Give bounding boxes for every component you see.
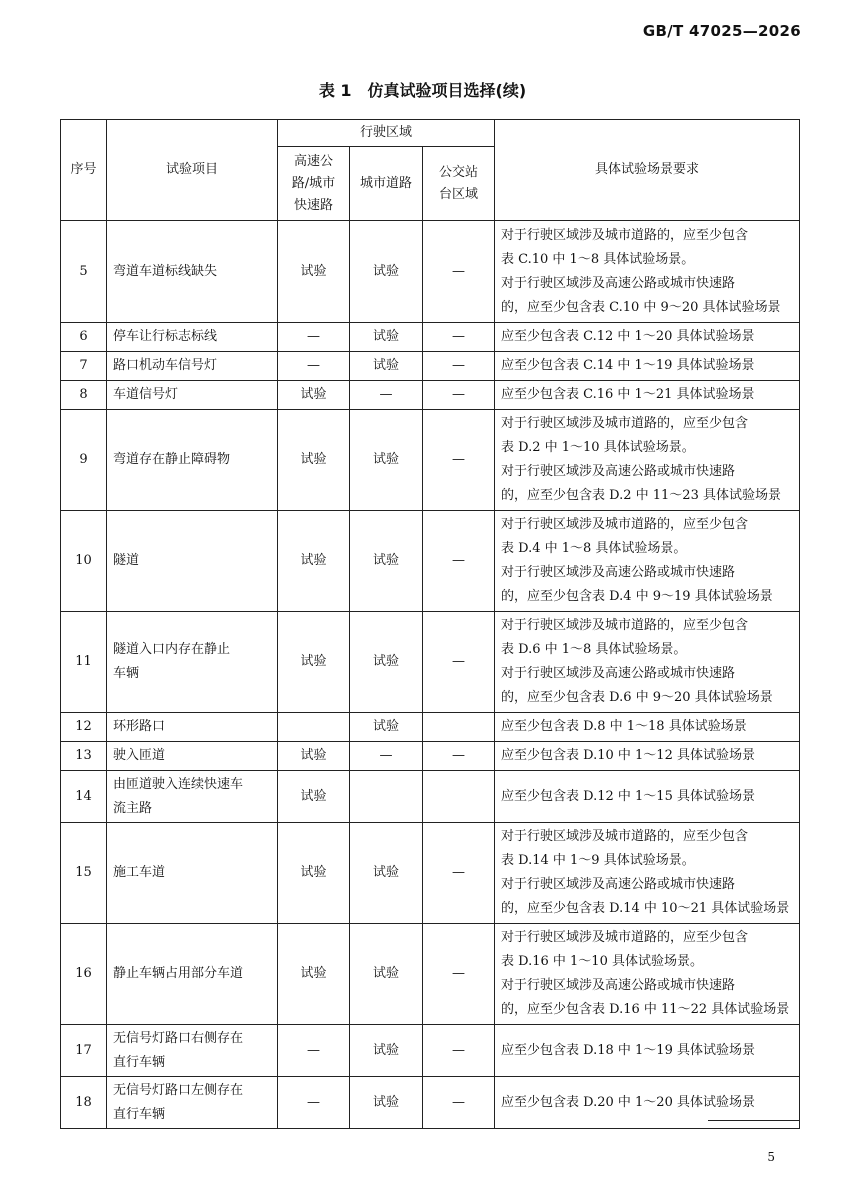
header-highway-line: 快速路	[293, 197, 333, 213]
cell-urban: 试验	[350, 511, 423, 612]
cell-urban: 试验	[350, 1077, 423, 1129]
cell-requirements	[495, 1025, 800, 1077]
cell-seq: 5	[61, 221, 107, 323]
cell-bus: —	[423, 410, 495, 511]
header-region-group: 行驶区域	[278, 120, 495, 147]
cell-seq: 13	[61, 742, 107, 771]
cell-seq: 16	[61, 924, 107, 1025]
cell-requirements	[495, 381, 800, 410]
cell-urban: 试验	[350, 323, 423, 352]
cell-item-line: 无信号灯路口左侧存在	[113, 1082, 244, 1098]
cell-bus: —	[423, 823, 495, 924]
requirement-line: 的，应至少包含表 D.4 中 9～19 具体试验场景	[501, 589, 773, 604]
header-urban: 城市道路	[350, 147, 423, 221]
header-requirements: 具体试验场景要求	[495, 120, 800, 221]
cell-seq: 8	[61, 381, 107, 410]
header-item: 试验项目	[107, 120, 278, 221]
cell-highway: 试验	[278, 924, 350, 1025]
requirement-line: 应至少包含表 D.12 中 1～15 具体试验场景	[501, 788, 755, 804]
cell-highway: 试验	[278, 381, 350, 410]
requirement-line: 表 D.4 中 1～8 具体试验场景。	[501, 541, 687, 556]
requirement-line: 对于行驶区域涉及高速公路或城市快速路	[501, 666, 736, 681]
cell-highway: 试验	[278, 823, 350, 924]
cell-bus: —	[423, 742, 495, 771]
cell-bus: —	[423, 221, 495, 323]
requirement-line: 对于行驶区域涉及高速公路或城市快速路	[501, 275, 736, 291]
cell-item-line: 弯道车道标线缺失	[113, 263, 218, 279]
table-row	[61, 410, 800, 511]
cell-item-line: 直行车辆	[113, 1106, 166, 1122]
cell-highway: —	[278, 323, 350, 352]
table-row	[61, 221, 800, 323]
cell-seq: 6	[61, 323, 107, 352]
header-bus-line: 台区域	[438, 186, 478, 202]
cell-item-line: 弯道存在静止障碍物	[113, 452, 231, 467]
table-row	[61, 713, 800, 742]
cell-item-line: 直行车辆	[113, 1054, 166, 1070]
header-bus-line: 公交站	[438, 164, 478, 180]
requirement-line: 对于行驶区域涉及高速公路或城市快速路	[501, 877, 736, 892]
table-row	[61, 742, 800, 771]
cell-highway: —	[278, 1077, 350, 1129]
cell-item-line: 隧道	[113, 553, 140, 568]
cell-bus	[423, 713, 495, 742]
cell-bus	[423, 771, 495, 823]
cell-item-line: 路口机动车信号灯	[113, 358, 218, 373]
cell-requirements	[495, 323, 800, 352]
cell-item	[107, 221, 278, 323]
cell-urban: —	[350, 742, 423, 771]
cell-item	[107, 352, 278, 381]
requirement-line: 应至少包含表 D.8 中 1～18 具体试验场景	[501, 719, 747, 734]
requirement-line: 对于行驶区域涉及高速公路或城市快速路	[501, 565, 736, 580]
table-row	[61, 381, 800, 410]
requirement-line: 表 D.6 中 1～8 具体试验场景。	[501, 642, 687, 657]
requirement-line: 的，应至少包含表 C.10 中 9～20 具体试验场景	[501, 299, 781, 315]
cell-item	[107, 823, 278, 924]
cell-item	[107, 771, 278, 823]
cell-seq: 7	[61, 352, 107, 381]
requirement-line: 表 D.16 中 1～10 具体试验场景。	[501, 954, 703, 969]
cell-item-line: 静止车辆占用部分车道	[113, 966, 244, 981]
requirement-line: 对于行驶区域涉及城市道路的，应至少包含	[501, 517, 749, 532]
page-number: 5	[767, 1150, 775, 1164]
table-row	[61, 1025, 800, 1077]
requirement-line: 表 C.10 中 1～8 具体试验场景。	[501, 251, 695, 267]
requirement-line: 应至少包含表 C.14 中 1～19 具体试验场景	[501, 358, 755, 373]
requirement-line: 的，应至少包含表 D.16 中 11～22 具体试验场景	[501, 1002, 790, 1017]
requirement-line: 的，应至少包含表 D.6 中 9～20 具体试验场景	[501, 690, 773, 705]
table-row	[61, 1077, 800, 1129]
cell-bus: —	[423, 511, 495, 612]
cell-requirements	[495, 713, 800, 742]
cell-item	[107, 410, 278, 511]
cell-seq: 15	[61, 823, 107, 924]
cell-item-line: 环形路口	[113, 719, 166, 734]
cell-requirements	[495, 511, 800, 612]
cell-urban: 试验	[350, 221, 423, 323]
requirement-line: 应至少包含表 D.10 中 1～12 具体试验场景	[501, 748, 755, 763]
cell-urban: 试验	[350, 823, 423, 924]
cell-highway: 试验	[278, 612, 350, 713]
cell-seq: 11	[61, 612, 107, 713]
cell-highway	[278, 713, 350, 742]
cell-item-line: 驶入匝道	[113, 748, 166, 763]
scenario-table	[60, 119, 800, 1129]
requirement-line: 对于行驶区域涉及城市道路的，应至少包含	[501, 618, 749, 633]
requirement-line: 应至少包含表 D.20 中 1～20 具体试验场景	[501, 1094, 755, 1110]
table-title: 表 1 仿真试验项目选择(续)	[318, 81, 527, 100]
cell-item-line: 停车让行标志标线	[113, 329, 218, 344]
cell-seq: 14	[61, 771, 107, 823]
cell-bus: —	[423, 924, 495, 1025]
cell-item-line: 车辆	[113, 666, 140, 681]
requirement-line: 表 D.2 中 1～10 具体试验场景。	[501, 440, 695, 455]
cell-highway: 试验	[278, 771, 350, 823]
cell-bus: —	[423, 381, 495, 410]
cell-item-line: 隧道入口内存在静止	[113, 642, 231, 657]
cell-seq: 18	[61, 1077, 107, 1129]
cell-bus: —	[423, 1077, 495, 1129]
cell-requirements	[495, 612, 800, 713]
cell-requirements	[495, 771, 800, 823]
cell-highway: 试验	[278, 511, 350, 612]
requirement-line: 应至少包含表 C.12 中 1～20 具体试验场景	[501, 329, 755, 344]
cell-item-line: 由匝道驶入连续快速车	[113, 776, 244, 792]
cell-item	[107, 381, 278, 410]
cell-requirements	[495, 742, 800, 771]
table-row	[61, 323, 800, 352]
cell-seq: 10	[61, 511, 107, 612]
requirement-line: 应至少包含表 D.18 中 1～19 具体试验场景	[501, 1042, 755, 1058]
table-row	[61, 771, 800, 823]
cell-item	[107, 323, 278, 352]
cell-urban: 试验	[350, 1025, 423, 1077]
cell-urban	[350, 771, 423, 823]
cell-highway: 试验	[278, 221, 350, 323]
cell-item	[107, 713, 278, 742]
cell-requirements	[495, 221, 800, 323]
cell-item	[107, 742, 278, 771]
cell-seq: 12	[61, 713, 107, 742]
cell-item-line: 车道信号灯	[113, 387, 179, 402]
cell-highway: —	[278, 1025, 350, 1077]
table-row	[61, 352, 800, 381]
table-body	[61, 221, 800, 1129]
cell-seq: 17	[61, 1025, 107, 1077]
table-row	[61, 924, 800, 1025]
cell-bus: —	[423, 352, 495, 381]
header-seq: 序号	[61, 120, 107, 221]
requirement-line: 对于行驶区域涉及高速公路或城市快速路	[501, 978, 736, 993]
cell-bus: —	[423, 612, 495, 713]
requirement-line: 对于行驶区域涉及城市道路的，应至少包含	[501, 227, 749, 243]
cell-requirements	[495, 823, 800, 924]
header-highway	[278, 147, 350, 221]
cell-requirements	[495, 352, 800, 381]
table-row	[61, 511, 800, 612]
requirement-line: 应至少包含表 C.16 中 1～21 具体试验场景	[501, 387, 755, 402]
cell-seq: 9	[61, 410, 107, 511]
standard-code: GB/T 47025—2026	[642, 22, 801, 40]
cell-bus: —	[423, 323, 495, 352]
table-row	[61, 823, 800, 924]
cell-highway: 试验	[278, 410, 350, 511]
cell-item-line: 施工车道	[113, 865, 166, 880]
cell-highway: —	[278, 352, 350, 381]
requirement-line: 对于行驶区域涉及城市道路的，应至少包含	[501, 829, 749, 844]
requirement-line: 表 D.14 中 1～9 具体试验场景。	[501, 853, 695, 868]
cell-urban: 试验	[350, 352, 423, 381]
cell-urban: 试验	[350, 924, 423, 1025]
header-highway-line: 路/城市	[291, 175, 336, 191]
requirement-line: 对于行驶区域涉及城市道路的，应至少包含	[501, 416, 749, 431]
requirement-line: 对于行驶区域涉及城市道路的，应至少包含	[501, 930, 749, 945]
cell-item	[107, 924, 278, 1025]
table-row	[61, 612, 800, 713]
header-bus	[423, 147, 495, 221]
cell-item	[107, 612, 278, 713]
requirement-line: 的，应至少包含表 D.2 中 11～23 具体试验场景	[501, 488, 781, 503]
requirement-line: 对于行驶区域涉及高速公路或城市快速路	[501, 464, 736, 479]
cell-requirements	[495, 410, 800, 511]
cell-item-line: 无信号灯路口右侧存在	[113, 1030, 244, 1046]
cell-item	[107, 511, 278, 612]
cell-item	[107, 1077, 278, 1129]
requirement-line: 的，应至少包含表 D.14 中 10～21 具体试验场景	[501, 901, 790, 916]
cell-bus: —	[423, 1025, 495, 1077]
cell-urban: —	[350, 381, 423, 410]
header-highway-line: 高速公	[293, 153, 333, 169]
cell-requirements	[495, 924, 800, 1025]
cell-item-line: 流主路	[113, 800, 153, 816]
cell-item	[107, 1025, 278, 1077]
cell-urban: 试验	[350, 410, 423, 511]
cell-urban: 试验	[350, 612, 423, 713]
cell-highway: 试验	[278, 742, 350, 771]
footer-rule	[708, 1120, 800, 1121]
cell-urban: 试验	[350, 713, 423, 742]
